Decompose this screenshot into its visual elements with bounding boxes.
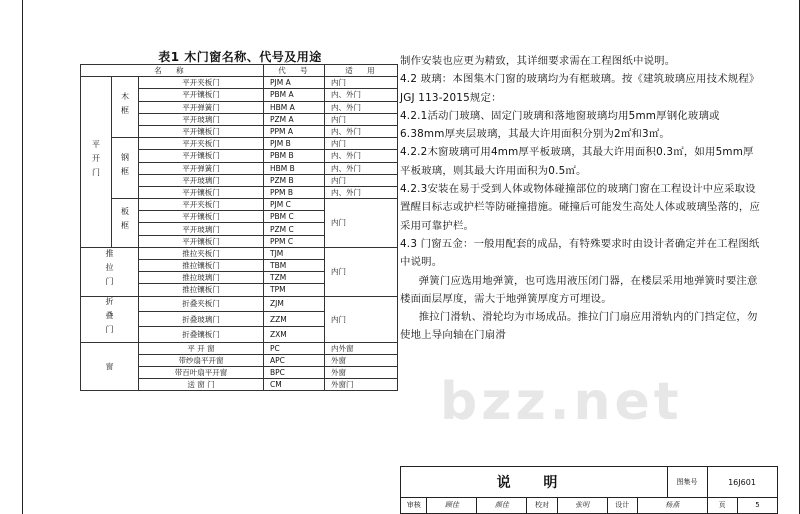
row-use: 内、外门 — [325, 162, 398, 174]
header-code: 代 号 — [264, 65, 325, 77]
title-block-top-row — [401, 467, 777, 498]
row-use: 内门 — [325, 296, 398, 342]
table-header-row — [81, 65, 398, 77]
atlas-number: 16J601 — [728, 477, 756, 487]
row-code: APC — [264, 354, 325, 366]
row-use: 外窗 — [325, 354, 398, 366]
row-use: 内门 — [325, 247, 398, 296]
row-code: PBM C — [264, 211, 325, 223]
row-code: BPC — [264, 366, 325, 378]
row-code: PBM B — [264, 150, 325, 162]
header-use: 适 用 — [325, 65, 398, 77]
row-name: 推拉镶板门 — [139, 284, 264, 296]
row-name: 平开夹板门 — [139, 138, 264, 150]
page-number: 5 — [755, 501, 760, 509]
row-code: TPM — [264, 284, 325, 296]
row-use: 内门 — [325, 138, 398, 150]
row-code: PPM C — [264, 235, 325, 247]
row-use: 外窗 — [325, 366, 398, 378]
table-row — [81, 199, 398, 211]
row-code: PJM B — [264, 138, 325, 150]
subcategory-steel-frame: 钢框 — [112, 138, 139, 199]
paragraph: 4.2.1活动门玻璃、固定门玻璃和落地窗玻璃均用5mm厚钢化玻璃或6.38mm厚夹层玻璃，其最大许用面积分别为2㎡和3㎡。 — [400, 109, 720, 141]
row-use: 内、外门 — [325, 150, 398, 162]
header-name: 名 称 — [81, 65, 264, 77]
row-code: TJM — [264, 247, 325, 259]
category-casement-door: 平开门 — [81, 77, 112, 248]
reviewer-name: 顾佳 — [427, 497, 477, 513]
atlas-number-label: 图集号 — [667, 467, 708, 497]
row-code: HBM A — [264, 101, 325, 113]
explanation-text — [400, 52, 762, 345]
row-name: 推拉镶板门 — [139, 260, 264, 272]
paragraph: 4.2.2木窗玻璃可用4mm厚平板玻璃，其最大许用面积0.3㎡，如用5mm厚平板玻璃，则其最大许用面积为0.5㎡。 — [400, 146, 754, 177]
check-label: 校对 — [527, 497, 557, 513]
row-code: PBM A — [264, 89, 325, 101]
row-code: PZM A — [264, 113, 325, 125]
row-name: 平开镶板门 — [139, 211, 264, 223]
designer-signature: 杨燕 — [638, 497, 708, 513]
row-name: 平开玻璃门 — [139, 113, 264, 125]
table-row — [81, 77, 398, 89]
category-window: 窗 — [81, 342, 139, 391]
row-use: 内、外门 — [325, 89, 398, 101]
row-use: 内、外门 — [325, 101, 398, 113]
row-name: 送 窗 门 — [139, 379, 264, 391]
row-code: PPM A — [264, 125, 325, 137]
review-label: 审核 — [401, 497, 427, 513]
row-name: 平 开 窗 — [139, 342, 264, 354]
row-use: 外窗门 — [325, 379, 398, 391]
row-code: TZM — [264, 272, 325, 284]
row-code: HBM B — [264, 162, 325, 174]
paragraph: 制作安装也应更为精致，其详细要求需在工程图纸中说明。 — [400, 55, 676, 67]
paragraph: 4.2 玻璃：本图集木门窗的玻璃均为有框玻璃。按《建筑玻璃应用技术规程》JGJ 113-2015规定： — [400, 73, 760, 104]
row-code: PC — [264, 342, 325, 354]
row-use: 内、外门 — [325, 125, 398, 137]
page-label: 页 — [708, 497, 738, 513]
row-code: PJM A — [264, 77, 325, 89]
row-name: 带纱扇平开窗 — [139, 354, 264, 366]
row-name: 平开夹板门 — [139, 77, 264, 89]
row-name: 平开弹簧门 — [139, 162, 264, 174]
table-title: 表1 木门窗名称、代号及用途 — [158, 50, 322, 64]
subcategory-board-frame: 板框 — [112, 199, 139, 248]
row-name: 平开镶板门 — [139, 186, 264, 198]
row-use: 内、外门 — [325, 186, 398, 198]
row-code: PZM C — [264, 223, 325, 235]
subcategory-wood-frame: 木框 — [112, 77, 139, 138]
row-name: 平开夹板门 — [139, 199, 264, 211]
row-use: 内门 — [325, 77, 398, 89]
row-name: 带百叶扇平开窗 — [139, 366, 264, 378]
table-row — [81, 247, 398, 259]
category-sliding-door: 推拉门 — [81, 247, 139, 296]
table-row — [81, 342, 398, 354]
row-code: PPM B — [264, 186, 325, 198]
row-code: CM — [264, 379, 325, 391]
row-code: PZM B — [264, 174, 325, 186]
table-row — [81, 138, 398, 150]
row-code: ZJM — [264, 296, 325, 311]
row-use: 内门 — [325, 199, 398, 248]
checker-signature: 张明 — [558, 497, 608, 513]
row-code: TBM — [264, 260, 325, 272]
row-name: 平开玻璃门 — [139, 223, 264, 235]
row-use: 内门 — [325, 113, 398, 125]
paragraph: 推拉门滑轨、滑轮均为市场成品。推拉门门扇应用滑轨内的门挡定位，勿使地上导向轴在门扇滑 — [400, 311, 758, 342]
table-row — [81, 296, 398, 311]
row-name: 推拉夹板门 — [139, 247, 264, 259]
design-label: 设计 — [608, 497, 638, 513]
paragraph: 弹簧门应选用地弹簧，也可选用液压闭门器，在楼层采用地弹簧时要注意楼面面层厚度，需大于地弹簧厚度方可埋设。 — [400, 274, 758, 305]
row-name: 平开镶板门 — [139, 125, 264, 137]
row-name: 推拉玻璃门 — [139, 272, 264, 284]
row-name: 平开镶板门 — [139, 150, 264, 162]
row-name: 折叠夹板门 — [139, 296, 264, 311]
row-code: PJM C — [264, 199, 325, 211]
reviewer-signature: 颜佳 — [477, 497, 527, 513]
row-name: 平开镶板门 — [139, 235, 264, 247]
watermark: bzz.net — [440, 372, 683, 432]
category-folding-door: 折叠门 — [81, 296, 139, 342]
title-block — [400, 466, 778, 514]
row-name: 平开玻璃门 — [139, 174, 264, 186]
door-window-table — [80, 64, 398, 391]
row-code: ZXM — [264, 327, 325, 342]
row-use: 内门 — [325, 174, 398, 186]
drawing-title: 说 明 — [401, 467, 668, 497]
row-name: 折叠玻璃门 — [139, 311, 264, 326]
row-name: 平开弹簧门 — [139, 101, 264, 113]
title-block-signature-row — [401, 497, 777, 513]
paragraph: 4.3 门窗五金：一般用配套的成品，有特殊要求时由设计者确定并在工程图纸中说明。 — [400, 237, 760, 269]
paragraph: 4.2.3安装在易于受到人体或物体碰撞部位的玻璃门窗在工程设计中应采取设置醒目标志或护栏等防碰撞措施。碰撞后可能发生高处人体或玻璃坠落的，应采用可靠护栏。 — [400, 183, 761, 232]
row-name: 平开镶板门 — [139, 89, 264, 101]
row-code: ZZM — [264, 311, 325, 326]
row-use: 内外窗 — [325, 342, 398, 354]
row-name: 折叠镶板门 — [139, 327, 264, 342]
